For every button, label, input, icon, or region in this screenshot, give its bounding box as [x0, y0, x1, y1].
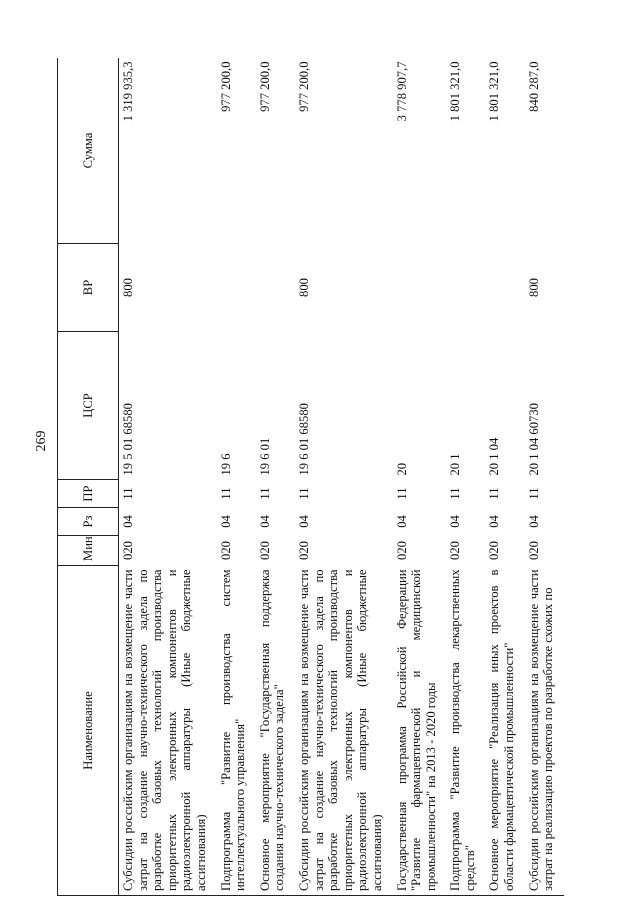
- row-name: Основное мероприятие "Государственная поддержка создания научно-технического задела": [256, 566, 295, 896]
- row-min: 020: [257, 541, 272, 560]
- row-csr: 19 6 01 68580: [296, 403, 311, 476]
- table-row: [485, 58, 524, 896]
- row-min: 020: [121, 541, 135, 560]
- table-row: [393, 58, 447, 896]
- row-csr: 20 1: [448, 453, 463, 476]
- row-min: 020: [218, 541, 233, 560]
- row-rz: 04: [121, 515, 135, 528]
- row-vr: [217, 244, 256, 332]
- row-rz: 04: [218, 515, 233, 528]
- header-rz: Рз: [58, 508, 119, 536]
- row-csr: 19 6 01: [257, 437, 272, 476]
- header-pr: ПР: [58, 480, 119, 508]
- table-row: [525, 58, 564, 896]
- row-vr: [393, 244, 447, 332]
- table-row: [446, 58, 485, 896]
- row-vr: [256, 244, 295, 332]
- row-sum: 977 200,0: [218, 61, 233, 112]
- row-rz: 04: [487, 515, 502, 528]
- table-row: [217, 58, 256, 896]
- header-min: Мин: [58, 536, 119, 566]
- row-pr: 11: [121, 487, 135, 500]
- row-pr: 11: [257, 487, 272, 500]
- row-pr: 11: [296, 487, 311, 500]
- row-csr: 20 1 04: [487, 437, 502, 476]
- row-name: Основное мероприятие "Реализация иных проектов в области фармацевтической промышленности": [485, 566, 524, 896]
- row-vr: 800: [526, 278, 541, 297]
- row-csr: 19 5 01 68580: [121, 403, 135, 476]
- row-sum: 1 319 935,3: [121, 61, 135, 122]
- header-csr: ЦСР: [58, 332, 119, 480]
- row-min: 020: [448, 541, 463, 560]
- row-min: 020: [487, 541, 502, 560]
- header-sum: Сумма: [58, 58, 119, 244]
- row-sum: 1 801 321,0: [448, 61, 463, 122]
- budget-table: [57, 58, 564, 896]
- table-row: [256, 58, 295, 896]
- row-rz: 04: [394, 515, 409, 528]
- row-pr: 11: [487, 487, 502, 500]
- row-name: Субсидии российским организациям на возмещение части затрат на создание научно-технического задела по разработке базовых технологий производства приоритетных электронных компонентов и радиоэлектронной аппаратуры (Иные бюджетные ассигнования): [119, 566, 217, 896]
- row-name: Субсидии российским организациям на возмещение части затрат на реализацию проектов по разработке схожих по: [525, 566, 564, 896]
- row-pr: 11: [526, 487, 541, 500]
- row-min: 020: [296, 541, 311, 560]
- page-number: 269: [34, 430, 49, 452]
- row-vr: 800: [296, 278, 311, 297]
- table-header-row: [58, 58, 119, 896]
- row-csr: 20: [394, 462, 409, 476]
- row-rz: 04: [526, 515, 541, 528]
- row-min: 020: [526, 541, 541, 560]
- row-name: Подпрограмма "Развитие производства лекарственных средств": [446, 566, 485, 896]
- row-name: Субсидии российским организациям на возмещение части затрат на создание научно-технического задела по разработке базовых технологий производства приоритетных электронных компонентов и радиоэлектронной аппаратуры (Иные бюджетные ассигнования): [295, 566, 393, 896]
- row-name: Подпрограмма "Развитие производства систем интеллектуального управления": [217, 566, 256, 896]
- rotated-page-area: [57, 58, 593, 896]
- row-rz: 04: [296, 515, 311, 528]
- row-pr: 11: [394, 487, 409, 500]
- row-sum: 1 801 321,0: [487, 61, 502, 122]
- budget-sheet: [57, 58, 593, 896]
- row-rz: 04: [448, 515, 463, 528]
- row-sum: 840 287,0: [526, 61, 541, 112]
- table-row: [119, 58, 217, 896]
- row-sum: 3 778 907,7: [394, 61, 409, 122]
- row-csr: 20 1 04 60730: [526, 403, 541, 476]
- row-vr: [446, 244, 485, 332]
- row-csr: 19 6: [218, 453, 233, 476]
- row-vr: [485, 244, 524, 332]
- row-pr: 11: [218, 487, 233, 500]
- row-pr: 11: [448, 487, 463, 500]
- header-name: Наименование: [58, 566, 119, 896]
- row-vr: 800: [121, 278, 135, 297]
- table-row: [295, 58, 393, 896]
- row-rz: 04: [257, 515, 272, 528]
- row-name: Государственная программа Российской Федерации "Развитие фармацевтической и медицинской промышленности" на 2013 - 2020 годы: [393, 566, 447, 896]
- row-min: 020: [394, 541, 409, 560]
- row-sum: 977 200,0: [257, 61, 272, 112]
- row-sum: 977 200,0: [296, 61, 311, 112]
- header-vr: ВР: [58, 244, 119, 332]
